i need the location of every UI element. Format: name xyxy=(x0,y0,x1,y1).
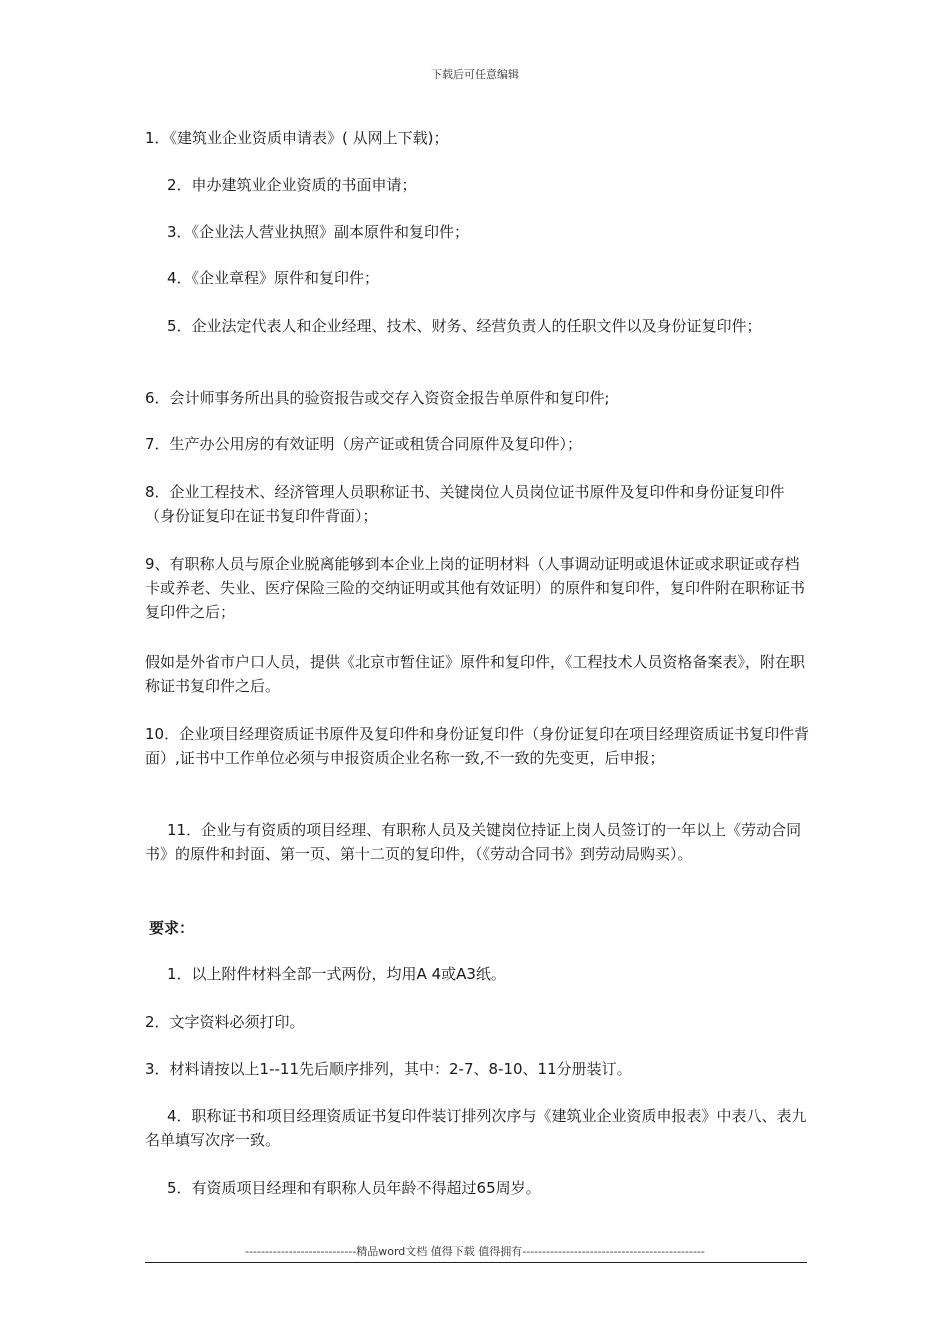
paragraph-6: 6．会计师事务所出具的验资报告或交存入资资金报告单原件和复印件; xyxy=(145,389,610,407)
paragraph-11: 11．企业与有资质的项目经理、有职称人员及关键岗位持证上岗人员签订的一年以上《劳动合同书》的原件和封面、第一页、第十二页的复印件，（《劳动合同书》到劳动局购买）。 xyxy=(145,821,802,863)
footer-divider xyxy=(145,1262,807,1263)
requirement-1: 1．以上附件材料全部一式两份，均用A 4或A3纸。 xyxy=(167,965,506,983)
paragraph-4: 4．《企业章程》原件和复印件； xyxy=(167,269,380,287)
requirement-2: 2．文字资料必须打印。 xyxy=(145,1013,305,1031)
paragraph-8: 8．企业工程技术、经济管理人员职称证书、关键岗位人员岗位证书原件及复印件和身份证复印件（身份证复印在证书复印件背面）； xyxy=(145,483,785,525)
paragraph-9: 9、有职称人员与原企业脱离能够到本企业上岗的证明材料（人事调动证明或退休证或求职证或存档卡或养老、失业、医疗保险三险的交纳证明或其他有效证明）的原件和复印件，复印件附在职称证书复印件之后； xyxy=(145,555,806,621)
page-header: 下载后可任意编辑 xyxy=(431,68,519,81)
paragraph-1: 1．《建筑业企业资质申请表》( 从网上下载)； xyxy=(145,129,449,147)
requirement-4: 4．职称证书和项目经理资质证书复印件装订排列次序与《建筑业企业资质申报表》中表八、表九名单填写次序一致。 xyxy=(145,1107,807,1149)
paragraph-2: 2．申办建筑业企业资质的书面申请； xyxy=(167,176,417,194)
page-footer: ----------------------------精品word文档 值得下载 值得拥有---------------------------------------------- xyxy=(245,1245,705,1258)
paragraph-note: 假如是外省市户口人员，提供《北京市暂住证》原件和复印件，《工程技术人员资格备案表》，附在职称证书复印件之后。 xyxy=(145,653,806,695)
paragraph-7: 7．生产办公用房的有效证明（房产证或租赁合同原件及复印件）； xyxy=(145,435,583,453)
requirement-5: 5．有资质项目经理和有职称人员年龄不得超过65周岁。 xyxy=(167,1179,541,1197)
paragraph-10: 10．企业项目经理资质证书原件及复印件和身份证复印件（身份证复印在项目经理资质证书复印件背面）,证书中工作单位必须与申报资质企业名称一致,不一致的先变更，后申报； xyxy=(145,725,810,767)
paragraph-5: 5．企业法定代表人和企业经理、技术、财务、经营负责人的任职文件以及身份证复印件； xyxy=(167,317,762,335)
paragraph-3: 3．《企业法人营业执照》副本原件和复印件； xyxy=(167,223,470,241)
requirement-3: 3．材料请按以上1--11先后顺序排列，其中：2-7、8-10、11分册装订。 xyxy=(145,1060,632,1078)
requirements-heading: 要求： xyxy=(149,919,195,937)
